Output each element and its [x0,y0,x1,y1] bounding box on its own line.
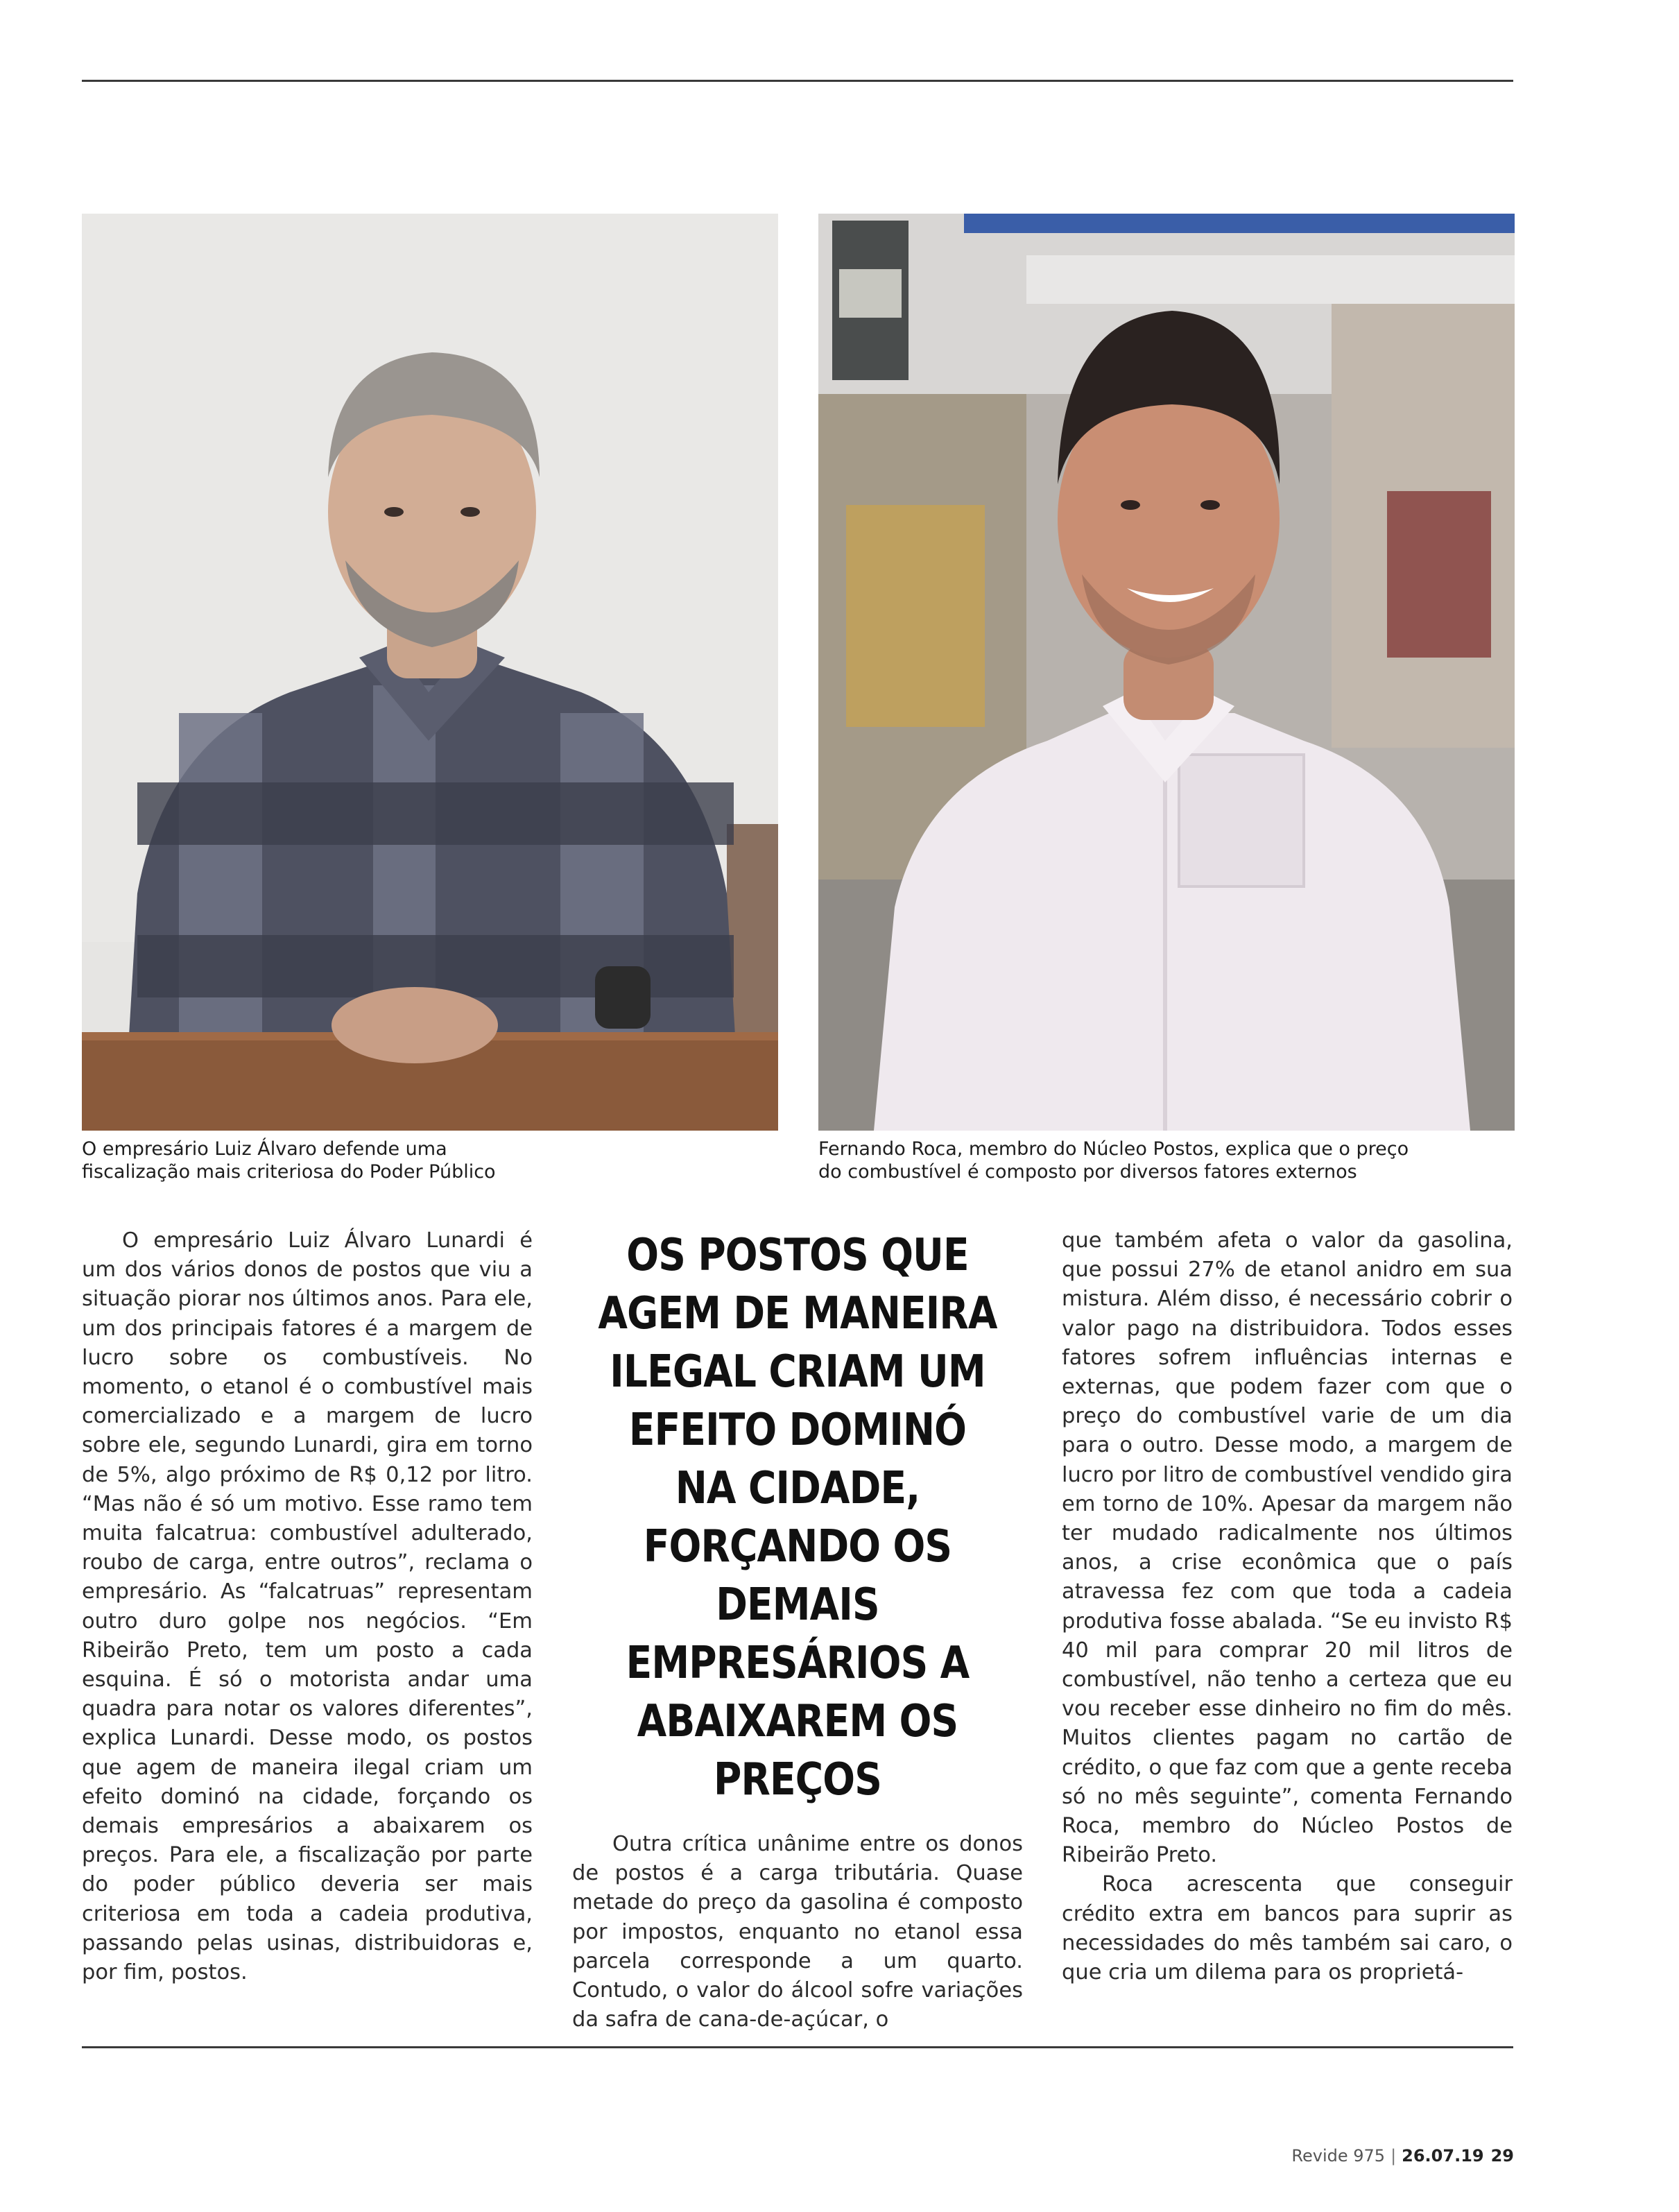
caption-line: Fernando Roca, membro do Núcleo Postos, explica que o preço [818,1138,1409,1160]
publication-name: Revide 975 [1291,2146,1386,2166]
photo-caption-right [818,1138,1515,1183]
page-footer [1291,2146,1514,2166]
article-paragraph: que também afeta o valor da gasolina, que possui 27% de etanol anidro em sua mistura. Além disso, é necessário cobrir o valor pago na distribuidora. Todos esses fatores sofrem influências internas e externas, que podem fazer com que o preço do combustível varie de um dia para o outro. Desse modo, a margem de lucro por litro de combustível vendido gira em torno de 10%. Apesar da margem não ter mudado radicalmente nos últimos anos, a crise econômica que o país atravessa fez com que toda a cadeia produtiva fosse abalada. “Se eu invisto R$ 40 mil para comprar 20 mil litros de combustível, não tenho a certeza que eu vou receber esse dinheiro no fim do mês. Muitos clientes pagam no cartão de crédito, o que faz com que a gente receba só no mês seguinte”, comenta Fernando Roca, membro do Núcleo Postos de Ribeirão Preto. [1062,1228,1513,1868]
article-paragraph: Outra crítica unânime entre os donos de postos é a carga tributária. Quase metade do preço da gasolina é composto por impostos, enquanto no etanol essa parcela corresponde a um quarto. Contudo, o valor do álcool sofre variações da safra de cana-de-açúcar, o [572,1832,1023,2032]
portrait-illustration [82,214,778,1131]
portrait-illustration [818,214,1515,1131]
pull-quote: OS POSTOS QUE AGEM DE MANEIRA ILEGAL CRIAM UM EFEITO DOMINÓ NA CIDADE, FORÇANDO OS DEMAIS EMPRESÁRIOS A ABAIXAREM OS PREÇOS [598,1230,997,1806]
caption-line: fiscalização mais criteriosa do Poder Público [82,1161,496,1183]
article-paragraph: Roca acrescenta que conseguir crédito extra em bancos para suprir as necessidades do mês também sai caro, o que cria um dilema para os proprietá- [1062,1872,1513,1985]
article-column-1 [82,1226,533,1987]
article-paragraph: O empresário Luiz Álvaro Lunardi é um dos vários donos de postos que viu a situação piorar nos últimos anos. Para ele, um dos principais fatores é a margem de lucro sobre os combustíveis. No momento, o etanol é o combustível mais comercializado e a margem de lucro sobre ele, segundo Lunardi, gira em torno de 5%, algo próximo de R$ 0,12 por litro. “Mas não é só um motivo. Esse ramo tem muita falcatrua: combustível adulterado, roubo de carga, entre outros”, reclama o empresário. As “falcatruas” representam outro duro golpe nos negócios. “Em Ribeirão Preto, tem um posto a cada esquina. É só o motorista andar uma quadra para notar os valores diferentes”, explica Lunardi. Desse modo, os postos que agem de maneira ilegal criam um efeito dominó na cidade, forçando os demais empresários a abaixarem os preços. Para ele, a fiscalização por parte do poder público deveria ser mais criteriosa em toda a cadeia produtiva, passando pelas usinas, distribuidoras e, por fim, postos. [82,1228,533,1985]
article-column-2 [572,1830,1023,2034]
photo-luiz-alvaro [82,214,778,1131]
footer-separator: | [1390,2146,1397,2166]
page-number: 29 [1490,2146,1514,2166]
top-rule [82,80,1513,82]
caption-line: do combustível é composto por diversos fatores externos [818,1161,1357,1183]
bottom-rule [82,2046,1513,2048]
caption-line: O empresário Luiz Álvaro defende uma [82,1138,447,1160]
issue-date: 26.07.19 [1402,2146,1484,2166]
article-column-3 [1062,1226,1513,1987]
photo-caption-left [82,1138,778,1183]
photo-fernando-roca [818,214,1515,1131]
